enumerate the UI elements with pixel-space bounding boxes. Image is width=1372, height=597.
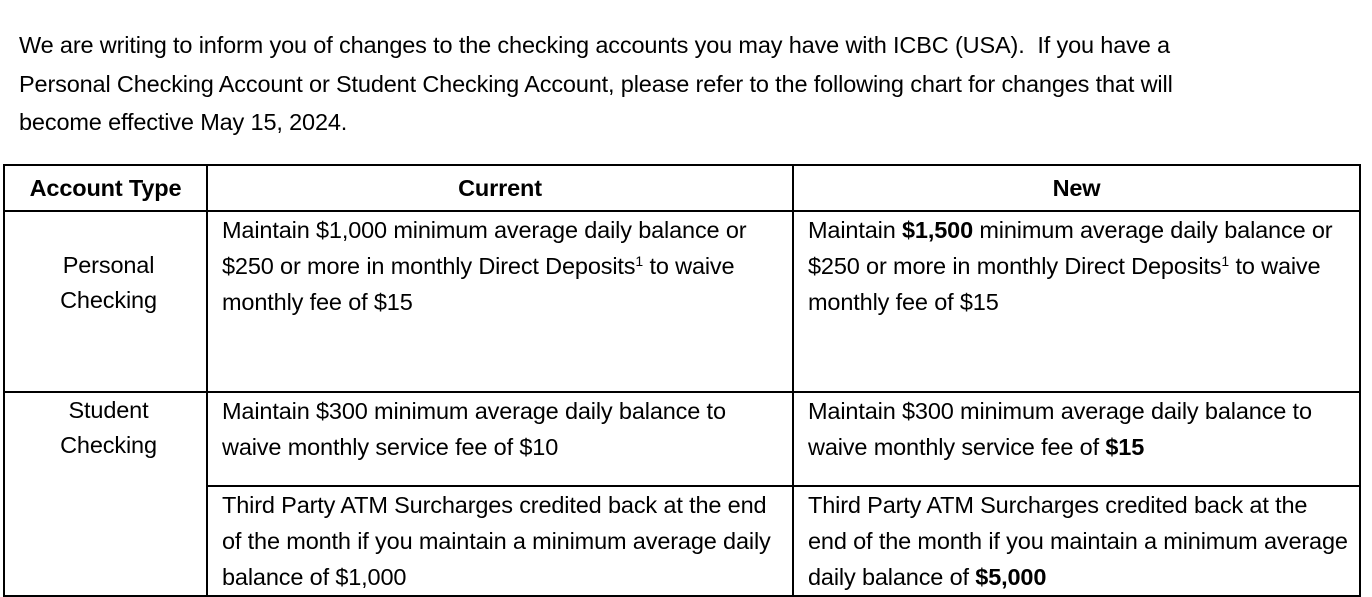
student-atm-new <box>793 486 1360 596</box>
personal-current-text: Maintain $1,000 minimum average daily balance or $250 or more in monthly Direct Deposits <box>222 217 747 279</box>
student-atm-new-bold: $5,000 <box>975 564 1047 590</box>
table-header-row <box>4 165 1360 211</box>
account-type-student-line2: Checking <box>60 432 157 458</box>
intro-line-1: We are writing to inform you of changes to the checking accounts you may have with ICBC (USA). If you have a <box>19 32 1170 58</box>
account-changes-table <box>3 164 1361 597</box>
personal-new-text-end: to waive monthly fee of $15 <box>808 253 1321 315</box>
intro-line-3: become effective May 15, 2024. <box>19 109 348 135</box>
personal-new-balance-bold: $1,500 <box>902 217 973 243</box>
header-account-type: Account Type <box>4 165 207 211</box>
personal-new-terms <box>793 211 1360 392</box>
intro-paragraph <box>19 26 1364 142</box>
table-row-student-service-fee <box>4 392 1360 486</box>
personal-current-footnote: 1 <box>635 253 644 269</box>
student-atm-current: Third Party ATM Surcharges credited back at the end of the month if you maintain a minimum average daily balance of $1,000 <box>207 486 793 596</box>
student-service-fee-current: Maintain $300 minimum average daily balance to waive monthly service fee of $10 <box>207 392 793 486</box>
personal-new-text-mid: minimum average daily balance or $250 or more in monthly Direct Deposits <box>808 217 1333 279</box>
table-row-personal-checking <box>4 211 1360 392</box>
account-type-personal-line2: Checking <box>60 287 157 313</box>
intro-line-2: Personal Checking Account or Student Checking Account, please refer to the following chart for changes that will <box>19 70 1173 97</box>
personal-current-text-end: to waive monthly fee of $15 <box>222 253 735 315</box>
personal-current-terms <box>207 211 793 392</box>
account-type-student-line1: Student <box>68 397 149 423</box>
student-service-fee-new-bold: $15 <box>1105 434 1145 460</box>
personal-new-footnote: 1 <box>1221 253 1230 269</box>
personal-new-text: Maintain <box>808 217 903 243</box>
account-type-personal-checking <box>4 211 207 392</box>
table-row-student-atm <box>4 486 1360 596</box>
account-type-personal-line1: Personal <box>62 252 155 278</box>
student-service-fee-new <box>793 392 1360 486</box>
header-new: New <box>793 165 1360 211</box>
student-atm-new-text: Third Party ATM Surcharges credited back at the end of the month if you maintain a minimum average daily balance of <box>808 492 1348 590</box>
header-current: Current <box>207 165 793 211</box>
account-type-student-checking <box>4 392 207 596</box>
student-service-fee-new-text: Maintain $300 minimum average daily balance to waive monthly service fee of <box>808 398 1312 460</box>
